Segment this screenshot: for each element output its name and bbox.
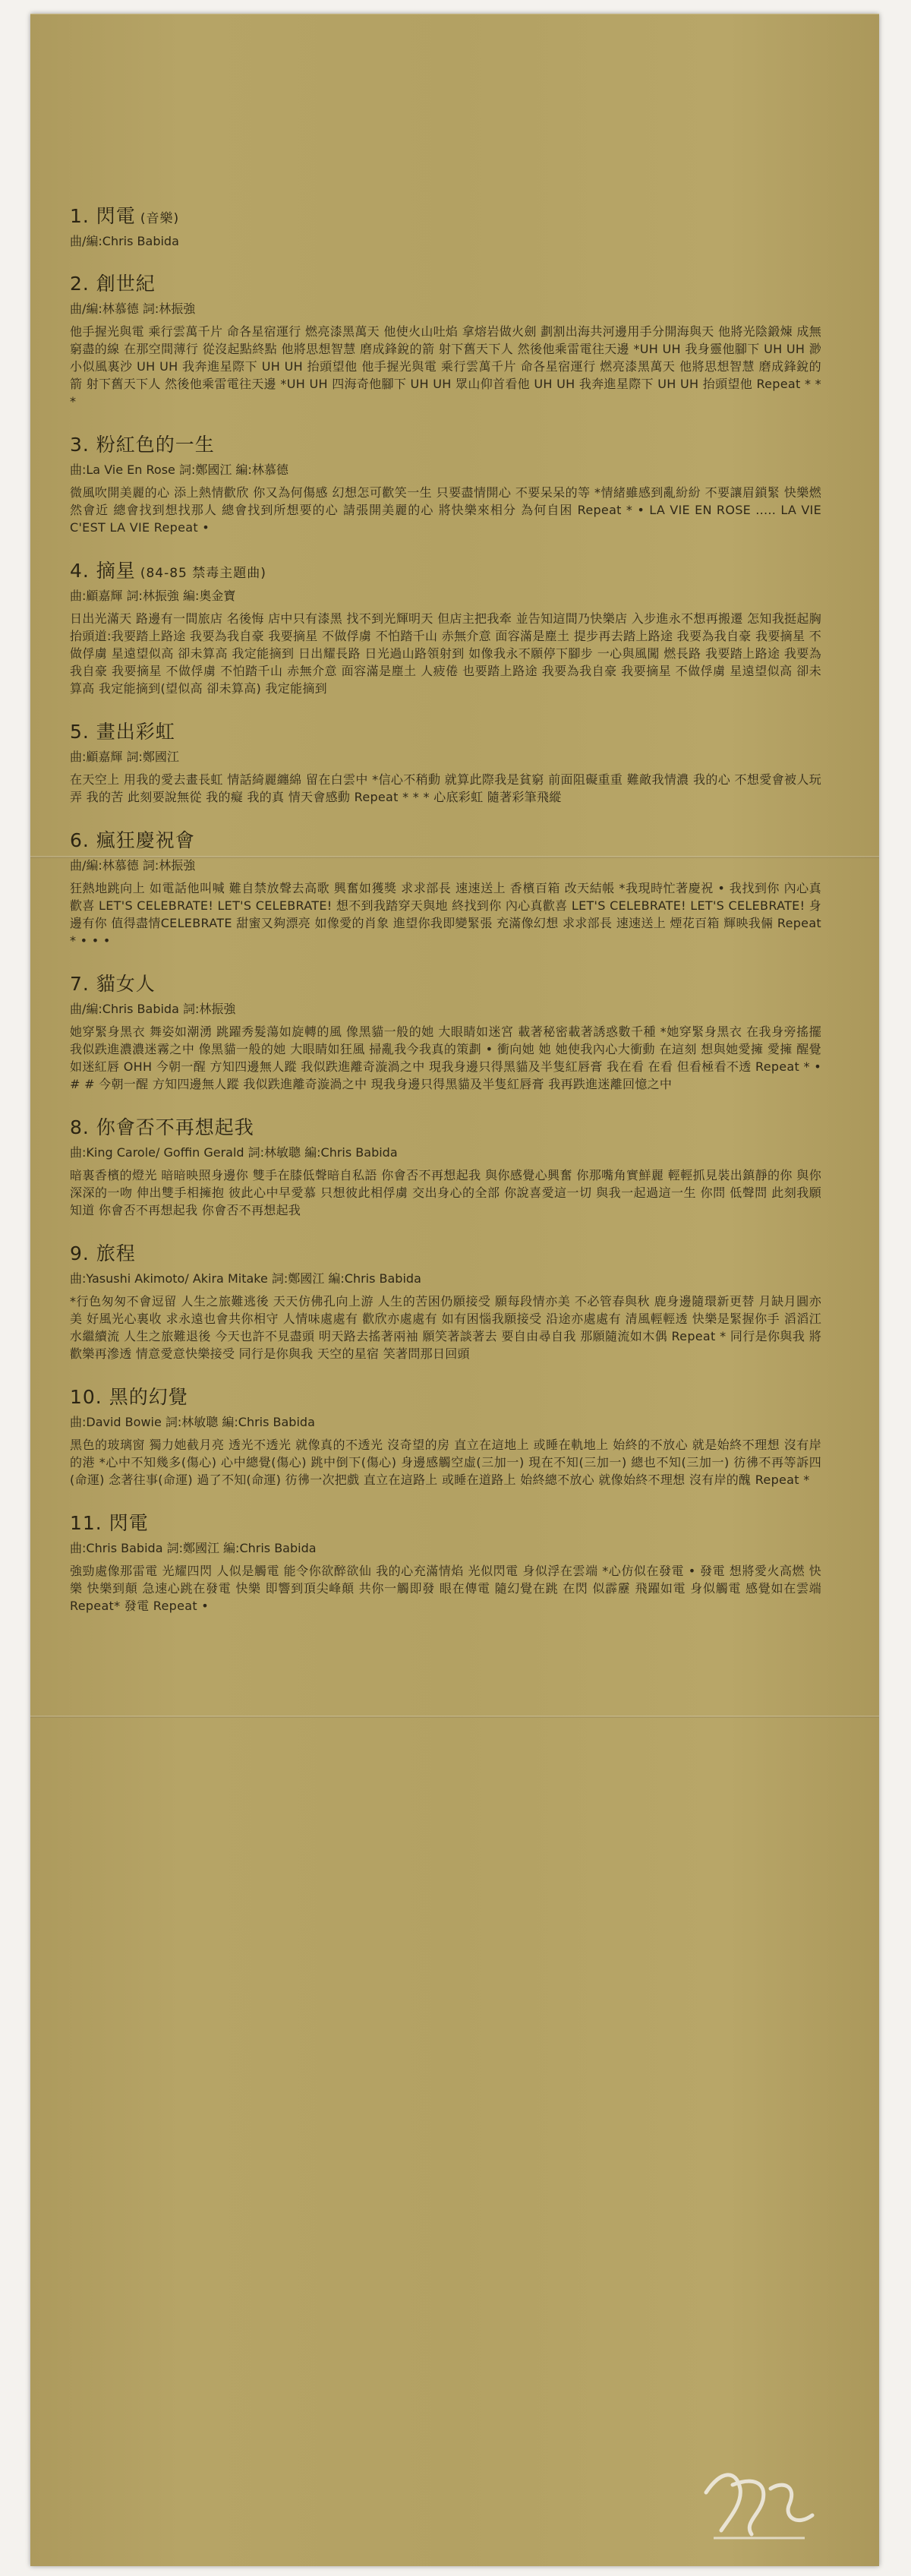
song-block bbox=[70, 1508, 821, 1615]
song-credits: 曲/編:Chris Babida 詞:林振強 bbox=[70, 1002, 236, 1016]
song-credits: 曲/編:林慕德 詞:林振強 bbox=[70, 301, 196, 316]
song-title: 7. 貓女人 bbox=[70, 973, 156, 995]
song-title: 9. 旅程 bbox=[70, 1242, 136, 1264]
song-title: 8. 你會否不再想起我 bbox=[70, 1116, 254, 1138]
song-lyrics: 狂熱地跳向上 如電話他叫喊 難自禁放聲去高歌 興奮如獲獎 求求部長 速速送上 香檳百箱 改天結帳 *我現時忙著慶祝 • 我找到你 內心真歡喜 LET'S CELEBRATE! LET'S CELEBRATE! 想不到我踏穿天與地 終找到你 內心真歡喜 LET'S CELEBRATE! LET'S CELEBRATE! 身邊有你 值得盡情CELEBRATE 甜蜜又夠漂亮 如像愛的肖象 進望你我即變緊張 充滿像幻想 求求部長 速速送上 煙花百箱 輝映我倆 Repeat * • • • bbox=[70, 881, 821, 948]
song-credits: 曲:顧嘉輝 詞:林振強 編:奧金寶 bbox=[70, 589, 236, 603]
song-block bbox=[70, 969, 821, 1093]
song-credits: 曲/編:Chris Babida bbox=[70, 234, 179, 248]
song-lyrics: 黑色的玻璃窗 獨力她截月亮 透光不透光 就像真的不透光 沒奇望的房 直立在這地上 或睡在軌地上 始終的不放心 就是始終不理想 沒有岸的港 *心中不知幾多(傷心) 心中總覺(傷心) 跳中倒下(傷心) 身邊感觸空虛(三加一) 現在不知(三加一) 總也不知(三加一) 彷彿不再等訴四(命運) 念著往事(命運) 過了不知(命運) 彷彿一次把戲 直立在這路上 或睡在道路上 始終總不放心 就像始終不理想 沒有岸的醜 Repeat * bbox=[70, 1438, 821, 1487]
song-lyrics: 日出光滿天 路邊有一間旅店 名後悔 店中只有漆黑 找不到光輝明天 但店主把我牽 並告知這間乃快樂店 入步進永不想再搬遷 怎知我挺起胸 抬頭道:我要踏上路途 我要為我自豪 我要摘星 不做俘虜 不怕踏千山 赤無介意 面容滿是塵土 提步再去踏上路途 我要為我自豪 我要摘星 不做俘虜 星遠望似高 卻未算高 我定能摘到 日出耀長路 日光過山路領射到 如像我永不願停下腳步 一心與風闖 燃長路 我要踏上路途 我要為我自豪 我要摘星 不做俘虜 不怕踏千山 赤無介意 面容滿是塵土 人疲倦 也要踏上路途 我要為我自豪 我要摘星 不做俘虜 星遠望似高 卻未算高 我定能摘到(望似高 卻未算高) 我定能摘到 bbox=[70, 611, 821, 696]
song-lyrics: 她穿緊身黑衣 舞姿如潮湧 跳躍秀髮蕩如旋轉的風 像黑貓一般的她 大眼睛如迷宮 載著秘密載著誘惑數千種 *她穿緊身黑衣 在我身旁搖擺 我似跌進濃濃迷霧之中 像黑貓一般的她 大眼睛如狂風 掃亂我今我真的策劃 • 衝向她 她 她使我內心大衝動 在這刻 想與她愛擁 愛擁 醒覺 如迷紅唇 OHH 今朝一醒 方知四邊無人蹤 我似跌進離奇漩渦之中 現我身邊只得黑貓及半隻紅唇膏 我在看 在看 但看極看不透 Repeat * • # # 今朝一醒 方知四邊無人蹤 我似跌進離奇漩渦之中 現我身邊只得黑貓及半隻紅唇膏 我再跌進迷離回憶之中 bbox=[70, 1024, 821, 1091]
song-title: 5. 畫出彩虹 bbox=[70, 721, 175, 743]
song-title: 4. 摘星 (84-85 禁毒主題曲) bbox=[70, 560, 266, 582]
song-credits: 曲:顧嘉輝 詞:鄭國江 bbox=[70, 750, 179, 764]
song-block bbox=[70, 1113, 821, 1219]
song-block bbox=[70, 269, 821, 410]
fold-line bbox=[30, 1716, 879, 1718]
song-lyrics: 他手握光與電 乘行雲萬千片 命各星宿運行 燃亮漆黑萬天 他使火山吐焰 拿熔岩做火劍 劃割出海共河邊用手分開海與天 他將光陰鍛煉 成無窮盡的線 在那空間薄行 從沒起點終點 他將思想智慧 磨成鋒銳的箭 射下舊天下人 然後他乘雷電往天邊 *UH UH 我身靈他腳下 UH UH 渺小似風裏沙 UH UH 我奔進星際下 UH UH 抬頭望他 他手握光與電 乘行雲萬千片 命各星宿運行 燃亮漆黑萬天 他將思想智慧 磨成鋒銳的箭 射下舊天下人 然後他乘雷電往天邊 *UH UH 四海奇他腳下 UH UH 眾山仰首看他 UH UH 我奔進星際下 UH UH 抬頭望他 Repeat * * * bbox=[70, 324, 821, 409]
song-title: 11. 閃電 bbox=[70, 1512, 149, 1534]
song-title: 2. 創世紀 bbox=[70, 273, 156, 295]
song-credits: 曲:David Bowie 詞:林敏聰 編:Chris Babida bbox=[70, 1415, 315, 1429]
song-title: 3. 粉紅色的一生 bbox=[70, 434, 215, 456]
song-block bbox=[70, 717, 821, 806]
song-lyrics: 強勁處像那雷電 光耀四閃 人似是觸電 能令你欲醉欲仙 我的心充滿情焰 光似閃電 身似浮在雲端 *心仿似在發電 • 發電 想將愛火高燃 快樂 快樂到顛 急速心跳在發電 快樂 即響到頂尖峰顛 共你一觸即發 眼在傳電 隨幻覺在跳 在閃 似霹靂 飛躍如電 身似觸電 感覺如在雲端 Repeat* 發電 Repeat • bbox=[70, 1564, 821, 1613]
signature-logo-icon bbox=[698, 2462, 820, 2546]
song-block bbox=[70, 1239, 821, 1362]
song-block bbox=[70, 556, 821, 697]
song-block bbox=[70, 1382, 821, 1488]
lyrics-column bbox=[70, 201, 821, 1634]
song-credits: 曲:Yasushi Akimoto/ Akira Mitake 詞:鄭國江 編:Chris Babida bbox=[70, 1271, 421, 1286]
song-note: (音樂) bbox=[140, 211, 180, 226]
song-block bbox=[70, 201, 821, 249]
song-title: 1. 閃電 (音樂) bbox=[70, 205, 180, 227]
song-block bbox=[70, 430, 821, 536]
song-credits: 曲:La Vie En Rose 詞:鄭國江 編:林慕德 bbox=[70, 462, 288, 477]
song-credits: 曲:Chris Babida 詞:鄭國江 編:Chris Babida bbox=[70, 1541, 317, 1555]
song-lyrics: 暗裏香檳的燈光 暗暗映照身邊你 雙手在膝低聲暗自私語 你會否不再想起我 與你感覺心興奮 你那嘴角實鮮麗 輕輕抓見裝出鎮靜的你 與你深深的一吻 伸出雙手相擁抱 彼此心中早愛慕 只想彼此相俘虜 交出身心的全部 你說喜愛這一切 與我一起過這一生 你問 低聲問 此刻我願知道 你會否不再想起我 你會否不再想起我 bbox=[70, 1168, 821, 1217]
song-block bbox=[70, 826, 821, 949]
song-credits: 曲:King Carole/ Goffin Gerald 詞:林敏聰 編:Chris Babida bbox=[70, 1145, 398, 1160]
song-title: 10. 黑的幻覺 bbox=[70, 1386, 188, 1408]
song-title: 6. 瘋狂慶祝會 bbox=[70, 829, 195, 851]
song-note: (84-85 禁毒主題曲) bbox=[140, 566, 266, 581]
song-lyrics: 微風吹開美麗的心 添上熱情歡欣 你又為何傷感 幻想怎可歡笑一生 只要盡情開心 不要呆呆的等 *情緒雖感到亂紛紛 不要讓眉鎖緊 快樂燃然會近 總會找到想找那人 總會找到所想要的心 請張開美麗的心 將快樂來相分 為何自困 Repeat * • LA VIE EN ROSE ..... LA VIE C'EST LA VIE Repeat • bbox=[70, 485, 821, 535]
song-lyrics: *行色匆匆不會逗留 人生之旅難逃後 天天仿佛孔向上游 人生的苦困仍願接受 願每段情亦美 不必管春與秋 鹿身邊隨環新更替 月缺月圓亦美 好風光心裏收 求永遠也會共你相守 人情味處處有 歡欣亦處處有 如有困惱我願接受 沿途亦處處有 清風輕輕透 快樂是緊握你手 滔滔江水繼續流 人生之旅難退後 今天也許不見盡頭 明天路去搖著兩袖 願笑著談著去 要自由尋自我 那願隨流如木偶 Repeat * 同行是你與我 將歡樂再滲透 情意愛意快樂接受 同行是你與我 天空的星宿 笑著問那日回頭 bbox=[70, 1294, 821, 1361]
song-lyrics: 在天空上 用我的愛去畫長虹 情話綺麗纏綿 留在白雲中 *信心不稍動 就算此際我是貧窮 前面阻礙重重 難敵我情濃 我的心 不想愛會被人玩弄 我的苦 此刻要說無從 我的癡 我的真 情天會感動 Repeat * * * 心底彩虹 隨著彩筆飛縱 bbox=[70, 772, 821, 804]
song-credits: 曲/編:林慕德 詞:林振強 bbox=[70, 858, 196, 873]
